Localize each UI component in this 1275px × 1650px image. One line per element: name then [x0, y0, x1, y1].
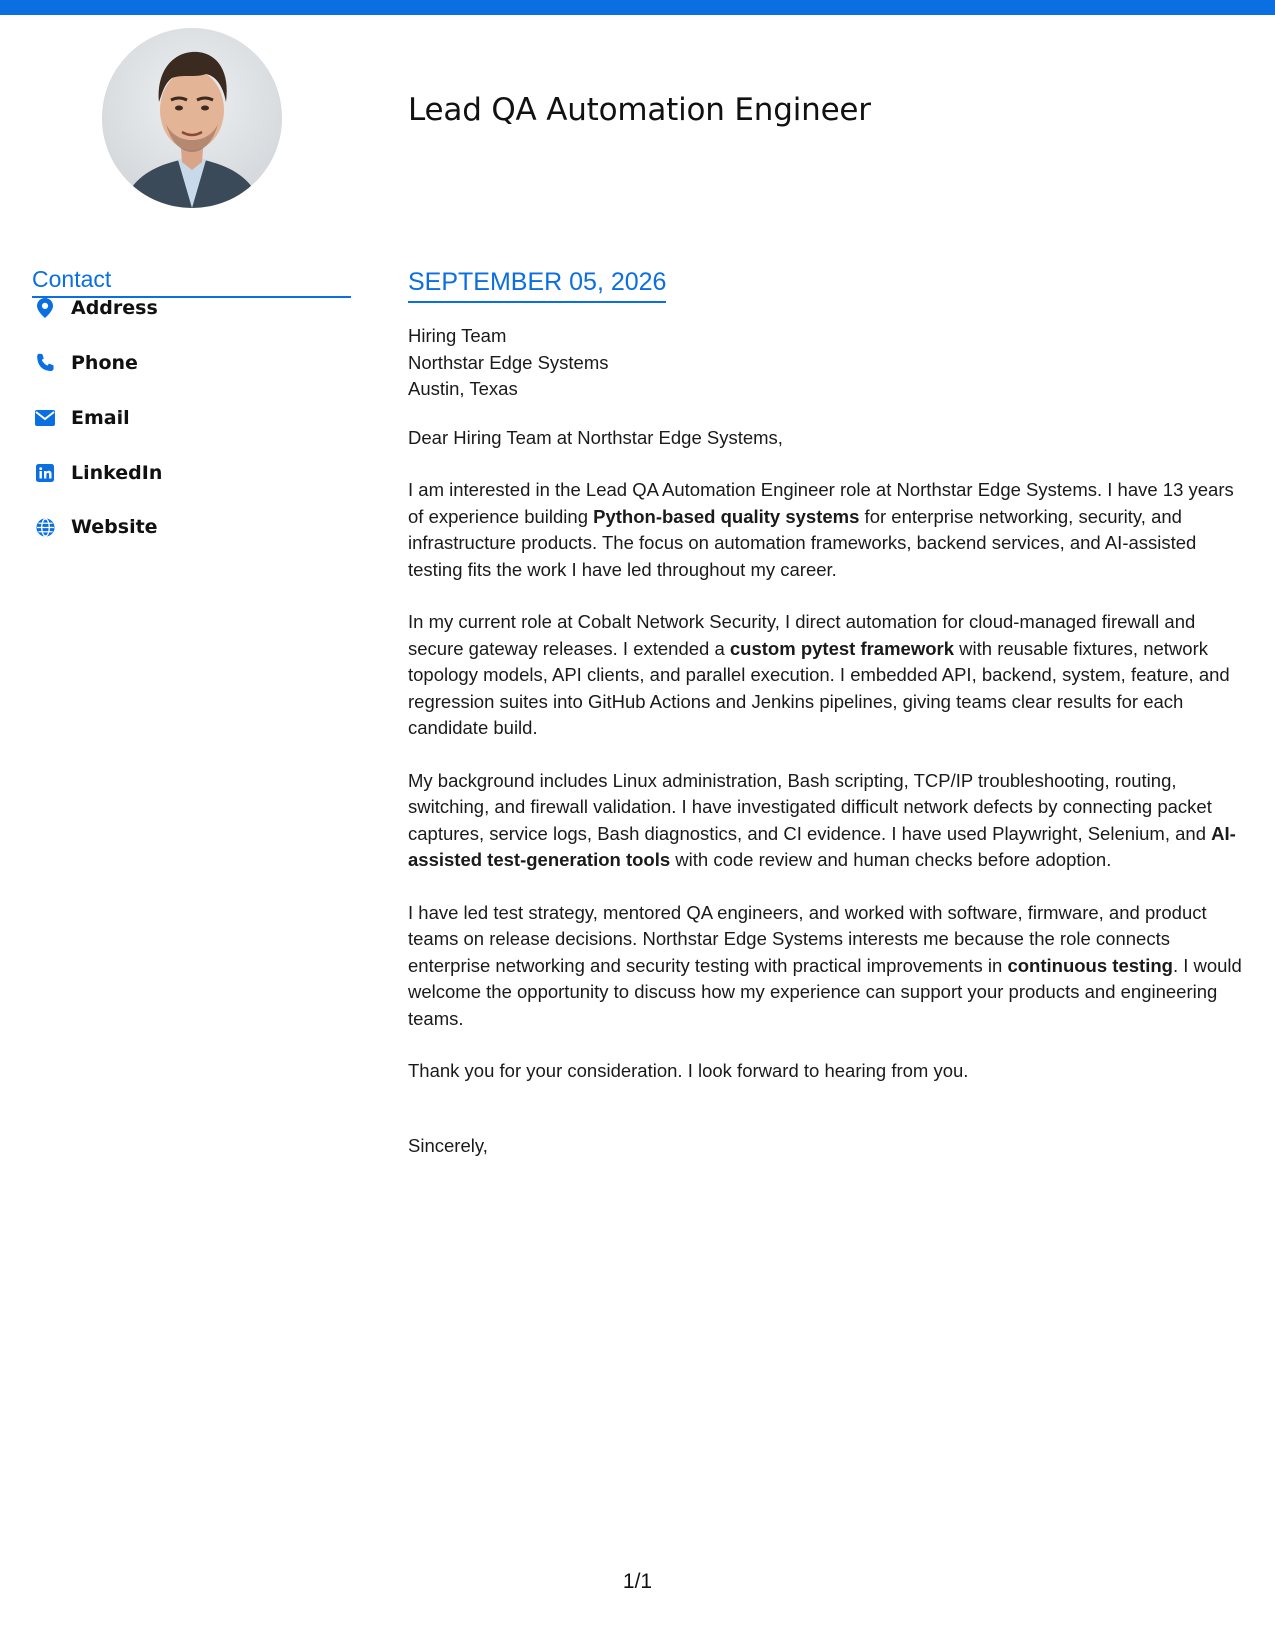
letter-paragraph: [408, 609, 1243, 742]
contact-label-website: Website: [71, 516, 158, 538]
paragraph-text: My background includes Linux administration, Bash scripting, TCP/IP troubleshooting, routing, switching, and firewall validation. I have investigated difficult network defects by connecting packet captures, service logs, Bash diagnostics, and CI evidence. I have used Playwright, Selenium, and: [408, 769, 1212, 844]
map-pin-icon: [34, 297, 56, 319]
contact-label-phone: Phone: [71, 352, 138, 374]
contact-item-linkedin[interactable]: [32, 460, 163, 486]
top-accent-bar: [0, 0, 1275, 15]
paragraph-text: In my current role at Cobalt Network Security, I direct automation for cloud-managed firewall and secure gateway releases. I extended a: [408, 611, 1196, 659]
contact-heading: Contact: [32, 266, 351, 298]
contact-item-website[interactable]: [32, 514, 158, 540]
letter-paragraph: [408, 900, 1243, 1033]
paragraph-text: . I would welcome the opportunity to discuss how my experience can support your products and engineering teams.: [408, 954, 1242, 1029]
paragraph-text: I am interested in the Lead QA Automation Engineer role at Northstar Edge Systems. I have 13 years of experience building: [408, 479, 1234, 527]
sidebar: [32, 266, 351, 538]
contact-item-phone[interactable]: [32, 350, 138, 376]
recipient-company: Northstar Edge Systems: [408, 351, 609, 373]
recipient-location: Austin, Texas: [408, 378, 518, 399]
contact-label-linkedin: LinkedIn: [71, 462, 163, 484]
letter-body: [408, 268, 1243, 1159]
letter-paragraph: [408, 477, 1243, 583]
paragraph-text: with reusable fixtures, network topology models, API clients, and parallel execution. I embedded API, backend, system, feature, and regression suites into GitHub Actions and Jenkins pipelines, giving teams clear results for each candidate build.: [408, 637, 1230, 738]
profile-photo: [102, 28, 282, 208]
paragraph-text: for enterprise networking, security, and infrastructure products. The focus on automation frameworks, backend services, and AI-assisted testing fits the work I have led throughout my career.: [408, 505, 1197, 580]
contact-item-email[interactable]: [32, 405, 130, 431]
closing-line: Thank you for your consideration. I look forward to hearing from you.: [408, 1060, 969, 1081]
paragraph-highlight: AI-assisted test-generation tools: [408, 822, 1236, 870]
letter-paragraph: [408, 768, 1243, 874]
sign-off: Sincerely,: [408, 1134, 488, 1156]
contact-label-email: Email: [71, 407, 130, 429]
paragraph-text: with code review and human checks before adoption.: [670, 849, 1112, 870]
paragraph-highlight: continuous testing: [1007, 954, 1173, 976]
contact-item-address[interactable]: [32, 295, 158, 321]
linkedin-icon: [34, 462, 56, 484]
envelope-icon: [34, 407, 56, 429]
page-number: 1/1: [622, 1570, 653, 1593]
avatar: [102, 28, 282, 208]
paragraph-highlight: Python-based quality systems: [593, 505, 860, 527]
page-title: Lead QA Automation Engineer: [408, 92, 871, 128]
letter-date: SEPTEMBER 05, 2026: [408, 268, 666, 303]
globe-icon: [34, 516, 56, 538]
contact-label-address: Address: [71, 297, 158, 319]
paragraph-text: I have led test strategy, mentored QA engineers, and worked with software, firmware, and product teams on release decisions. Northstar Edge Systems interests me because the role connects enterprise networking and security testing with practical improvements in: [408, 901, 1207, 976]
recipient-block: [408, 323, 1243, 403]
paragraph-highlight: custom pytest framework: [729, 637, 955, 659]
recipient-line: Hiring Team: [408, 325, 507, 346]
salutation: Dear Hiring Team at Northstar Edge Systems,: [408, 426, 783, 448]
phone-icon: [34, 352, 56, 374]
